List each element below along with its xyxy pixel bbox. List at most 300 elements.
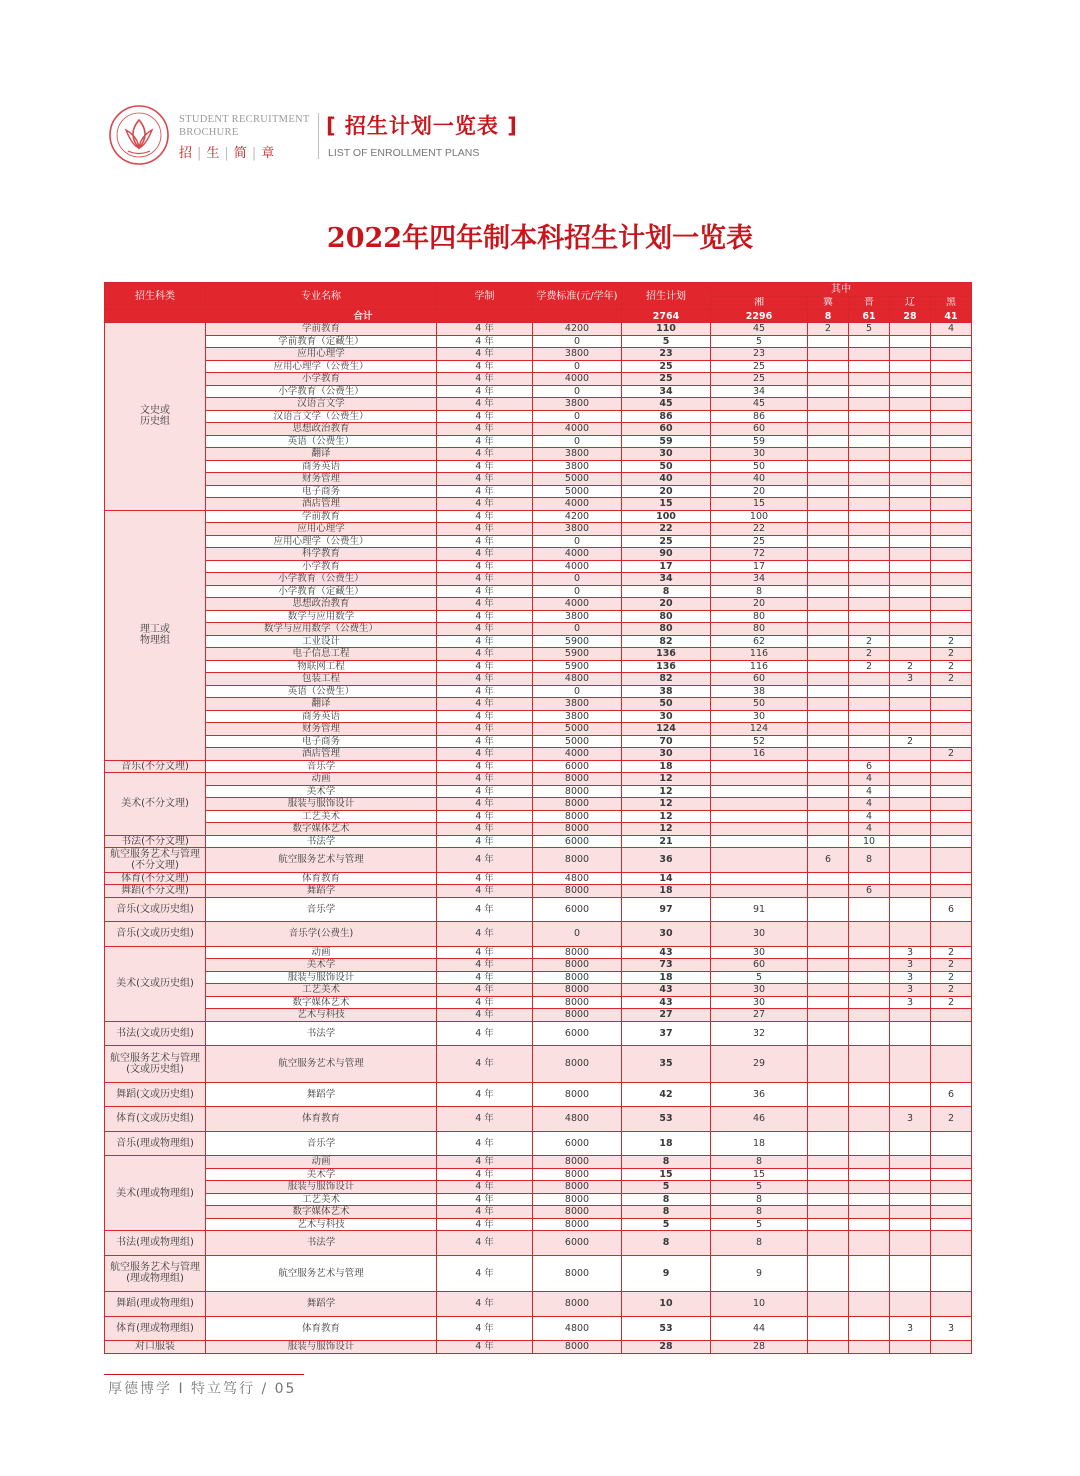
section-subtitle: LIST OF ENROLLMENT PLANS: [328, 147, 480, 159]
major-cell: 汉语言文学（公费生）: [206, 410, 437, 423]
category-cell: 舞蹈(理或物理组): [105, 1292, 206, 1317]
header-province-ji: 冀: [808, 296, 849, 310]
major-cell: 动画: [206, 773, 437, 786]
duration-cell: 4 年: [437, 360, 533, 373]
ji-cell: [808, 785, 849, 798]
major-cell: 服装与服饰设计: [206, 971, 437, 984]
ji-cell: [808, 685, 849, 698]
ji-cell: [808, 996, 849, 1009]
hei-cell: 2: [931, 984, 972, 997]
ji-cell: [808, 523, 849, 536]
plan-cell: 23: [622, 348, 711, 361]
hei-cell: [931, 698, 972, 711]
plan-cell: 110: [622, 323, 711, 336]
major-cell: 电子商务: [206, 485, 437, 498]
xiang-cell: 80: [711, 610, 808, 623]
jin-cell: [849, 1107, 890, 1132]
major-cell: 思想政治教育: [206, 598, 437, 611]
category-cell: 体育(理或物理组): [105, 1316, 206, 1341]
table-row: [105, 1292, 972, 1317]
liao-cell: [890, 360, 931, 373]
ji-cell: [808, 473, 849, 486]
jin-cell: [849, 485, 890, 498]
duration-cell: 4 年: [437, 1046, 533, 1083]
ji-cell: [808, 922, 849, 947]
plan-cell: 8: [622, 1156, 711, 1169]
duration-cell: 4 年: [437, 723, 533, 736]
jin-cell: 2: [849, 635, 890, 648]
brand-char: 简: [233, 146, 248, 161]
ji-cell: [808, 984, 849, 997]
header-province-jin: 晋: [849, 296, 890, 310]
ji-cell: [808, 460, 849, 473]
ji-cell: [808, 723, 849, 736]
liao-cell: 3: [890, 1107, 931, 1132]
fee-cell: 6000: [533, 760, 622, 773]
footer-divider: [104, 1374, 304, 1375]
hei-cell: [931, 872, 972, 885]
duration-cell: 4 年: [437, 1218, 533, 1231]
major-cell: 小学教育（公费生）: [206, 573, 437, 586]
major-cell: 英语（公费生）: [206, 435, 437, 448]
ji-cell: [808, 698, 849, 711]
hei-cell: [931, 1168, 972, 1181]
plan-cell: 18: [622, 760, 711, 773]
plan-cell: 9: [622, 1255, 711, 1292]
table-row: [105, 897, 972, 922]
header-province-hei: 黑: [931, 296, 972, 310]
fee-cell: 8000: [533, 984, 622, 997]
plan-cell: 70: [622, 735, 711, 748]
liao-cell: [890, 1193, 931, 1206]
ji-cell: [808, 1082, 849, 1107]
plan-cell: 10: [622, 1292, 711, 1317]
duration-cell: 4 年: [437, 448, 533, 461]
liao-cell: 2: [890, 660, 931, 673]
liao-cell: 3: [890, 946, 931, 959]
major-cell: 舞蹈学: [206, 885, 437, 898]
duration-cell: 4 年: [437, 648, 533, 661]
jin-cell: [849, 1009, 890, 1022]
ji-cell: [808, 573, 849, 586]
major-cell: 艺术与科技: [206, 1009, 437, 1022]
xiang-cell: 10: [711, 1292, 808, 1317]
table-row: [105, 996, 972, 1009]
liao-cell: [890, 448, 931, 461]
plan-cell: 80: [622, 623, 711, 636]
duration-cell: 4 年: [437, 971, 533, 984]
jin-cell: [849, 373, 890, 386]
table-row: [105, 348, 972, 361]
major-cell: 美术学: [206, 1168, 437, 1181]
major-cell: 小学教育（公费生）: [206, 385, 437, 398]
duration-cell: 4 年: [437, 498, 533, 511]
plan-cell: 97: [622, 897, 711, 922]
liao-cell: [890, 1046, 931, 1083]
ji-cell: [808, 823, 849, 836]
plan-cell: 30: [622, 922, 711, 947]
xiang-cell: 8: [711, 1156, 808, 1169]
liao-cell: [890, 1082, 931, 1107]
table-row: [105, 723, 972, 736]
ji-cell: [808, 835, 849, 848]
jin-cell: [849, 1255, 890, 1292]
hei-cell: [931, 1292, 972, 1317]
table-row: [105, 510, 972, 523]
ji-cell: [808, 423, 849, 436]
major-cell: 小学教育: [206, 560, 437, 573]
liao-cell: [890, 823, 931, 836]
plan-cell: 37: [622, 1021, 711, 1046]
xiang-cell: 8: [711, 585, 808, 598]
ji-cell: 2: [808, 323, 849, 336]
plan-cell: 8: [622, 1231, 711, 1256]
fee-cell: 8000: [533, 1156, 622, 1169]
plan-cell: 15: [622, 1168, 711, 1181]
hei-cell: [931, 1255, 972, 1292]
xiang-cell: 25: [711, 373, 808, 386]
fee-cell: 8000: [533, 848, 622, 873]
duration-cell: 4 年: [437, 1193, 533, 1206]
major-cell: 电子商务: [206, 735, 437, 748]
major-cell: 应用心理学（公费生）: [206, 360, 437, 373]
duration-cell: 4 年: [437, 523, 533, 536]
brand-char: 招: [179, 146, 194, 161]
duration-cell: 4 年: [437, 773, 533, 786]
fee-cell: 4200: [533, 323, 622, 336]
jin-cell: [849, 560, 890, 573]
duration-cell: 4 年: [437, 785, 533, 798]
brand-english: [179, 113, 310, 139]
major-cell: 数学与应用数学（公费生）: [206, 623, 437, 636]
xiang-cell: 28: [711, 1341, 808, 1354]
jin-cell: [849, 398, 890, 411]
major-cell: 汉语言文学: [206, 398, 437, 411]
hei-cell: [931, 435, 972, 448]
jin-cell: [849, 1341, 890, 1354]
jin-cell: [849, 548, 890, 561]
plan-cell: 30: [622, 748, 711, 761]
jin-cell: [849, 598, 890, 611]
hei-cell: [931, 848, 972, 873]
hei-cell: [931, 410, 972, 423]
brand-separator: |: [251, 146, 258, 161]
brand-char: 生: [206, 146, 221, 161]
table-row: [105, 872, 972, 885]
hei-cell: [931, 1206, 972, 1219]
hei-cell: [931, 1009, 972, 1022]
total-jin: 61: [849, 310, 890, 323]
xiang-cell: 60: [711, 423, 808, 436]
hei-cell: 6: [931, 1082, 972, 1107]
xiang-cell: 20: [711, 598, 808, 611]
jin-cell: [849, 1218, 890, 1231]
ji-cell: [808, 348, 849, 361]
category-cell: 书法(不分文理): [105, 835, 206, 848]
hei-cell: [931, 548, 972, 561]
table-row: [105, 560, 972, 573]
liao-cell: [890, 885, 931, 898]
fee-cell: 4800: [533, 1107, 622, 1132]
hei-cell: [931, 385, 972, 398]
fee-cell: 5900: [533, 648, 622, 661]
hei-cell: [931, 798, 972, 811]
hei-cell: [931, 1231, 972, 1256]
plan-cell: 30: [622, 710, 711, 723]
table-row: [105, 1009, 972, 1022]
university-logo: [108, 104, 170, 166]
jin-cell: [849, 585, 890, 598]
xiang-cell: 16: [711, 748, 808, 761]
hei-cell: 4: [931, 323, 972, 336]
jin-cell: [849, 460, 890, 473]
hei-cell: [931, 348, 972, 361]
jin-cell: [849, 872, 890, 885]
ji-cell: [808, 735, 849, 748]
table-row: [105, 1231, 972, 1256]
hei-cell: [931, 922, 972, 947]
duration-cell: 4 年: [437, 698, 533, 711]
major-cell: 小学教育: [206, 373, 437, 386]
hei-cell: 2: [931, 635, 972, 648]
hei-cell: [931, 423, 972, 436]
jin-cell: [849, 1181, 890, 1194]
ji-cell: [808, 1255, 849, 1292]
hei-cell: [931, 710, 972, 723]
hei-cell: [931, 510, 972, 523]
fee-cell: 0: [533, 623, 622, 636]
hei-cell: [931, 585, 972, 598]
fee-cell: 5000: [533, 473, 622, 486]
liao-cell: [890, 348, 931, 361]
hei-cell: [931, 398, 972, 411]
xiang-cell: 46: [711, 1107, 808, 1132]
brand-chinese: [179, 142, 275, 161]
fee-cell: 0: [533, 335, 622, 348]
jin-cell: [849, 996, 890, 1009]
fee-cell: 8000: [533, 1181, 622, 1194]
jin-cell: [849, 735, 890, 748]
ji-cell: [808, 1107, 849, 1132]
duration-cell: 4 年: [437, 660, 533, 673]
major-cell: 应用心理学（公费生）: [206, 535, 437, 548]
jin-cell: 8: [849, 848, 890, 873]
jin-cell: [849, 573, 890, 586]
ji-cell: [808, 1193, 849, 1206]
jin-cell: 4: [849, 810, 890, 823]
total-ji: 8: [808, 310, 849, 323]
fee-cell: 8000: [533, 1046, 622, 1083]
jin-cell: [849, 1156, 890, 1169]
fee-cell: 8000: [533, 798, 622, 811]
hei-cell: [931, 735, 972, 748]
xiang-cell: [711, 835, 808, 848]
liao-cell: [890, 323, 931, 336]
major-cell: 音乐学: [206, 1131, 437, 1156]
jin-cell: [849, 1131, 890, 1156]
plan-cell: 38: [622, 685, 711, 698]
ji-cell: [808, 897, 849, 922]
liao-cell: [890, 848, 931, 873]
plan-cell: 21: [622, 835, 711, 848]
fee-cell: 5900: [533, 635, 622, 648]
liao-cell: [890, 498, 931, 511]
table-row: [105, 1107, 972, 1132]
duration-cell: 4 年: [437, 473, 533, 486]
duration-cell: 4 年: [437, 984, 533, 997]
duration-cell: 4 年: [437, 1021, 533, 1046]
table-row: [105, 1218, 972, 1231]
liao-cell: [890, 710, 931, 723]
plan-cell: 20: [622, 598, 711, 611]
xiang-cell: 22: [711, 523, 808, 536]
duration-cell: 4 年: [437, 872, 533, 885]
jin-cell: [849, 946, 890, 959]
fee-cell: 8000: [533, 1193, 622, 1206]
liao-cell: 2: [890, 735, 931, 748]
table-row: [105, 1193, 972, 1206]
table-row: [105, 585, 972, 598]
major-cell: 电子信息工程: [206, 648, 437, 661]
table-row: [105, 548, 972, 561]
plan-cell: 86: [622, 410, 711, 423]
fee-cell: 8000: [533, 1009, 622, 1022]
major-cell: 小学教育（定藏生）: [206, 585, 437, 598]
jin-cell: [849, 710, 890, 723]
hei-cell: 2: [931, 748, 972, 761]
fee-cell: 6000: [533, 1231, 622, 1256]
xiang-cell: [711, 872, 808, 885]
table-row: [105, 785, 972, 798]
xiang-cell: 36: [711, 1082, 808, 1107]
ji-cell: [808, 959, 849, 972]
plan-cell: 30: [622, 448, 711, 461]
ji-cell: [808, 885, 849, 898]
jin-cell: 6: [849, 885, 890, 898]
duration-cell: 4 年: [437, 1341, 533, 1354]
page-title: 2022年四年制本科招生计划一览表: [326, 223, 754, 254]
xiang-cell: 25: [711, 360, 808, 373]
fee-cell: 5000: [533, 735, 622, 748]
xiang-cell: 8: [711, 1206, 808, 1219]
xiang-cell: 15: [711, 498, 808, 511]
hei-cell: [931, 1021, 972, 1046]
liao-cell: [890, 723, 931, 736]
major-cell: 工艺美术: [206, 984, 437, 997]
table-row: [105, 660, 972, 673]
jin-cell: 2: [849, 660, 890, 673]
liao-cell: [890, 635, 931, 648]
fee-cell: 6000: [533, 897, 622, 922]
fee-cell: 8000: [533, 1082, 622, 1107]
ji-cell: 6: [808, 848, 849, 873]
header-category: 招生科类: [105, 283, 206, 310]
hei-cell: [931, 623, 972, 636]
jin-cell: [849, 423, 890, 436]
major-cell: 商务英语: [206, 460, 437, 473]
major-cell: 书法学: [206, 1231, 437, 1256]
plan-cell: 53: [622, 1316, 711, 1341]
table-row: [105, 1168, 972, 1181]
header-duration: 学制: [437, 283, 533, 310]
fee-cell: 8000: [533, 971, 622, 984]
ji-cell: [808, 623, 849, 636]
liao-cell: [890, 685, 931, 698]
ji-cell: [808, 398, 849, 411]
plan-cell: 43: [622, 946, 711, 959]
table-row: [105, 473, 972, 486]
major-cell: 酒店管理: [206, 748, 437, 761]
ji-cell: [808, 648, 849, 661]
jin-cell: 4: [849, 785, 890, 798]
section-title: [ 招生计划一览表 ]: [326, 114, 518, 138]
hei-cell: [931, 573, 972, 586]
hei-cell: [931, 723, 972, 736]
plan-cell: 20: [622, 485, 711, 498]
ji-cell: [808, 335, 849, 348]
xiang-cell: 5: [711, 335, 808, 348]
hei-cell: [931, 835, 972, 848]
duration-cell: 4 年: [437, 398, 533, 411]
ji-cell: [808, 748, 849, 761]
duration-cell: 4 年: [437, 535, 533, 548]
xiang-cell: 86: [711, 410, 808, 423]
duration-cell: 4 年: [437, 1156, 533, 1169]
plan-cell: 22: [622, 523, 711, 536]
plan-cell: 12: [622, 798, 711, 811]
table-row: [105, 748, 972, 761]
hei-cell: [931, 1218, 972, 1231]
duration-cell: 4 年: [437, 897, 533, 922]
table-row: [105, 610, 972, 623]
plan-cell: 43: [622, 996, 711, 1009]
major-cell: 商务英语: [206, 710, 437, 723]
xiang-cell: 91: [711, 897, 808, 922]
duration-cell: 4 年: [437, 798, 533, 811]
duration-cell: 4 年: [437, 460, 533, 473]
plan-cell: 8: [622, 1193, 711, 1206]
jin-cell: [849, 984, 890, 997]
table-row: [105, 1082, 972, 1107]
category-cell: 音乐(文或历史组): [105, 922, 206, 947]
fee-cell: 0: [533, 585, 622, 598]
jin-cell: [849, 1193, 890, 1206]
duration-cell: 4 年: [437, 710, 533, 723]
major-cell: 音乐学(公费生): [206, 922, 437, 947]
table-row: [105, 959, 972, 972]
table-row: [105, 984, 972, 997]
jin-cell: 6: [849, 760, 890, 773]
duration-cell: 4 年: [437, 848, 533, 873]
table-row: [105, 460, 972, 473]
hei-cell: [931, 1131, 972, 1156]
table-row: [105, 971, 972, 984]
plan-cell: 12: [622, 773, 711, 786]
table-row: [105, 1156, 972, 1169]
liao-cell: [890, 623, 931, 636]
major-cell: 体育教育: [206, 872, 437, 885]
ji-cell: [808, 498, 849, 511]
ji-cell: [808, 760, 849, 773]
category-cell: 美术(文或历史组): [105, 946, 206, 1021]
duration-cell: 4 年: [437, 885, 533, 898]
fee-cell: 8000: [533, 1292, 622, 1317]
liao-cell: [890, 1009, 931, 1022]
table-row: [105, 1341, 972, 1354]
xiang-cell: 116: [711, 660, 808, 673]
table-row: [105, 760, 972, 773]
major-cell: 学前教育: [206, 323, 437, 336]
